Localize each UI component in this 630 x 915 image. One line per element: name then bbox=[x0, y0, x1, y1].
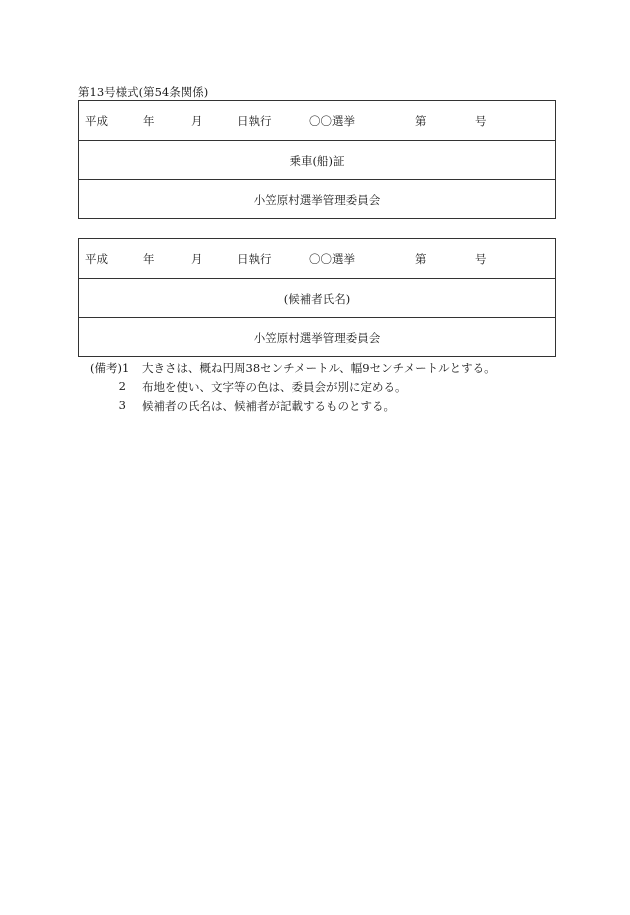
note-number: 3 bbox=[118, 398, 126, 412]
issuer-name: 小笠原村選挙管理委員会 bbox=[253, 193, 381, 207]
title-row bbox=[79, 140, 555, 179]
number-prefix: 第 bbox=[415, 114, 427, 128]
issuer-name: 小笠原村選挙管理委員会 bbox=[253, 331, 381, 345]
issuer-row bbox=[79, 179, 555, 218]
form-title: 第13号様式(第54条関係) bbox=[78, 85, 209, 99]
candidate-name: (候補者氏名) bbox=[283, 292, 351, 306]
notes-label: (備考)1 bbox=[90, 361, 130, 375]
note-number: 2 bbox=[118, 379, 126, 393]
header-row bbox=[79, 239, 555, 278]
note-text: 布地を使い、文字等の色は、委員会が別に定める。 bbox=[142, 380, 407, 394]
pass-title: 乗車(船)証 bbox=[289, 154, 345, 168]
era-label: 平成 bbox=[85, 252, 108, 266]
day-exec-label: 日執行 bbox=[237, 252, 272, 266]
year-label: 年 bbox=[143, 114, 155, 128]
number-prefix: 第 bbox=[415, 252, 427, 266]
candidate-name-row bbox=[79, 278, 555, 317]
election-label: 〇〇選挙 bbox=[309, 252, 355, 266]
day-exec-label: 日執行 bbox=[237, 114, 272, 128]
number-suffix: 号 bbox=[475, 114, 487, 128]
boarding-pass-form bbox=[78, 100, 556, 219]
header-row bbox=[79, 101, 555, 140]
year-label: 年 bbox=[143, 252, 155, 266]
note-text: 大きさは、概ね円周38センチメートル、幅9センチメートルとする。 bbox=[142, 361, 496, 375]
issuer-row bbox=[79, 317, 555, 356]
number-suffix: 号 bbox=[475, 252, 487, 266]
month-label: 月 bbox=[191, 252, 203, 266]
candidate-form bbox=[78, 238, 556, 357]
election-label: 〇〇選挙 bbox=[309, 114, 355, 128]
month-label: 月 bbox=[191, 114, 203, 128]
note-text: 候補者の氏名は、候補者が記載するものとする。 bbox=[142, 399, 395, 413]
era-label: 平成 bbox=[85, 114, 108, 128]
